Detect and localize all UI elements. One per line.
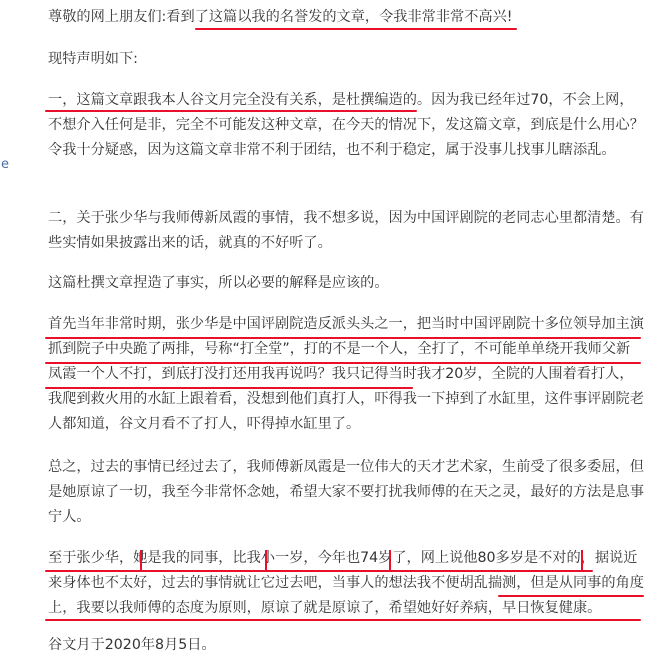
separator-mark — [265, 550, 267, 570]
age-underline-final — [45, 619, 641, 621]
age-underline — [45, 570, 593, 572]
history-underline-3 — [45, 387, 413, 389]
separator-mark — [140, 550, 142, 570]
point-2-paragraph: 二，关于张少华与我师傅新凤霞的事情，我不想多说，因为中国评剧院的老同志心里都清楚。有些实情如果披露出来的话，就真的不好听了。 — [48, 210, 644, 251]
age-paragraph: 至于张少华，她是我的同事，比我小一岁，今年也74岁了，网上说他80多岁是不对的，据说近来身体也不太好，过去的事情就让它过去吧，当事人的想法我不便胡乱揣测，但是从同事的角度上，我要以我师傅的态度为原则，原谅了就是原谅了，希望她好好养病，早日恢复健康。 — [48, 550, 644, 616]
greeting-paragraph: 尊敬的网上朋友们:看到了这篇以我的名誉发的文章，令我非常非常不高兴! — [48, 9, 513, 25]
history-underline-2 — [45, 362, 641, 364]
age-underline-short — [498, 595, 644, 597]
history-paragraph: 首先当年非常时期，张少华是中国评剧院造反派头头之一，把当时中国评剧院十多位领导加主演抓到院子中央跪了两排，号称“打全堂”，打的不是一个人，全打了，不可能单单绕开我师父新凤霞一个人不打，到底打没打还用我再说吗？我只记得当时我才20岁，全院的人围着看打人，我爬到救火用的水缸上跟着看，没想到他们真打人，吓得我一下掉到了水缸里，这件事评剧院老人都知道，谷文月看不了打人，吓得掉水缸里了。 — [48, 316, 644, 432]
separator-mark — [389, 550, 391, 570]
signature-paragraph: 谷文月于2020年8月5日。 — [48, 637, 216, 653]
intro-paragraph: 现特声明如下: — [48, 51, 138, 67]
side-fragment: e — [1, 157, 9, 172]
greeting-underline — [195, 28, 517, 30]
forgiveness-paragraph: 总之，过去的事情已经过去了，我师傅新凤霞是一位伟大的天才艺术家，生前受了很多委屈，但是她原谅了一切，我至今非常怀念她，希望大家不要打扰我师傅的在天之灵，最好的方法是息事宁人。 — [48, 459, 644, 525]
point-1-paragraph: 一，这篇文章跟我本人谷文月完全没有关系，是杜撰编造的。因为我已经年过70，不会上网，不想介入任何是非，完全不可能发这种文章，在今天的情况下，发这篇文章，到底是什么用心？令我十分疑惑，因为这篇文章非常不利于团结，也不利于稳定，属于没事儿找事儿瞎添乱。 — [48, 92, 644, 158]
fabrication-paragraph: 这篇杜撰文章捏造了事实，所以必要的解释是应该的。 — [48, 275, 389, 291]
point-1-underline — [45, 110, 417, 112]
separator-mark — [581, 550, 583, 570]
history-underline-1 — [45, 337, 641, 339]
